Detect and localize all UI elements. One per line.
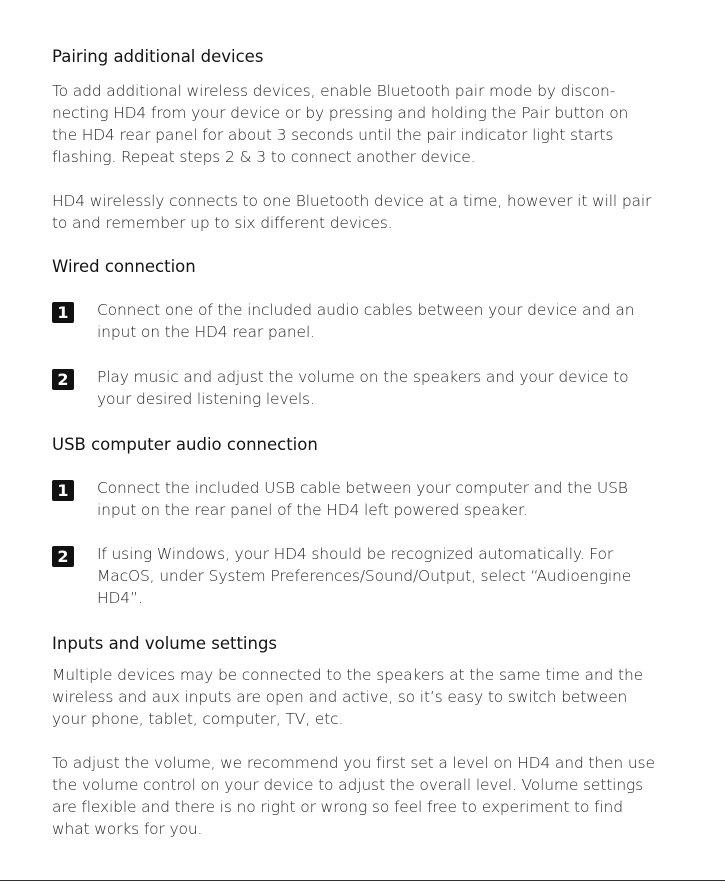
heading-pairing: Pairing additional devices	[52, 47, 264, 66]
inputs-paragraph-2	[52, 752, 687, 840]
text-line: HD4 wirelessly connects to one Bluetooth device at a time, however it will pair	[52, 192, 652, 210]
text-line: MacOS, under System Preferences/Sound/Output, select “Audioengine	[97, 567, 632, 585]
pairing-paragraph-1	[52, 80, 687, 168]
text-line: To add additional wireless devices, enable Bluetooth pair mode by discon-	[52, 82, 616, 100]
heading-usb: USB computer audio connection	[52, 435, 318, 454]
step-text	[97, 299, 687, 343]
text-line: If using Windows, your HD4 should be recognized automatically. For	[97, 545, 614, 563]
text-line: HD4”.	[97, 589, 143, 607]
heading-wired: Wired connection	[52, 257, 196, 276]
text-line: Play music and adjust the volume on the speakers and your device to	[97, 368, 629, 386]
page-bottom-rule	[0, 880, 725, 881]
step-text	[97, 543, 687, 609]
text-line: Multiple devices may be connected to the speakers at the same time and the	[52, 666, 644, 684]
text-line: to and remember up to six different devices.	[52, 214, 393, 232]
text-line: flashing. Repeat steps 2 & 3 to connect another device.	[52, 148, 476, 166]
step-text	[97, 366, 687, 410]
pairing-paragraph-2	[52, 190, 687, 234]
text-line: wireless and aux inputs are open and active, so it’s easy to switch between	[52, 688, 628, 706]
text-line: the volume control on your device to adjust the overall level. Volume settings	[52, 776, 644, 794]
step-text	[97, 477, 687, 521]
text-line: input on the rear panel of the HD4 left powered speaker.	[97, 501, 528, 519]
text-line: are flexible and there is no right or wrong so feel free to experiment to find	[52, 798, 623, 816]
text-line: Connect one of the included audio cables between your device and an	[97, 301, 635, 319]
text-line: input on the HD4 rear panel.	[97, 323, 315, 341]
step-number-badge: 2	[52, 369, 74, 390]
text-line: your phone, tablet, computer, TV, etc.	[52, 710, 344, 728]
step-number-badge: 1	[52, 480, 74, 501]
text-line: Connect the included USB cable between your computer and the USB	[97, 479, 628, 497]
step-number-badge: 1	[52, 302, 74, 323]
text-line: the HD4 rear panel for about 3 seconds until the pair indicator light starts	[52, 126, 614, 144]
text-line: what works for you.	[52, 820, 203, 838]
step-number-badge: 2	[52, 546, 74, 567]
heading-inputs: Inputs and volume settings	[52, 634, 278, 653]
text-line: necting HD4 from your device or by pressing and holding the Pair button on	[52, 104, 629, 122]
inputs-paragraph-1	[52, 664, 687, 730]
text-line: your desired listening levels.	[97, 390, 315, 408]
text-line: To adjust the volume, we recommend you first set a level on HD4 and then use	[52, 754, 655, 772]
